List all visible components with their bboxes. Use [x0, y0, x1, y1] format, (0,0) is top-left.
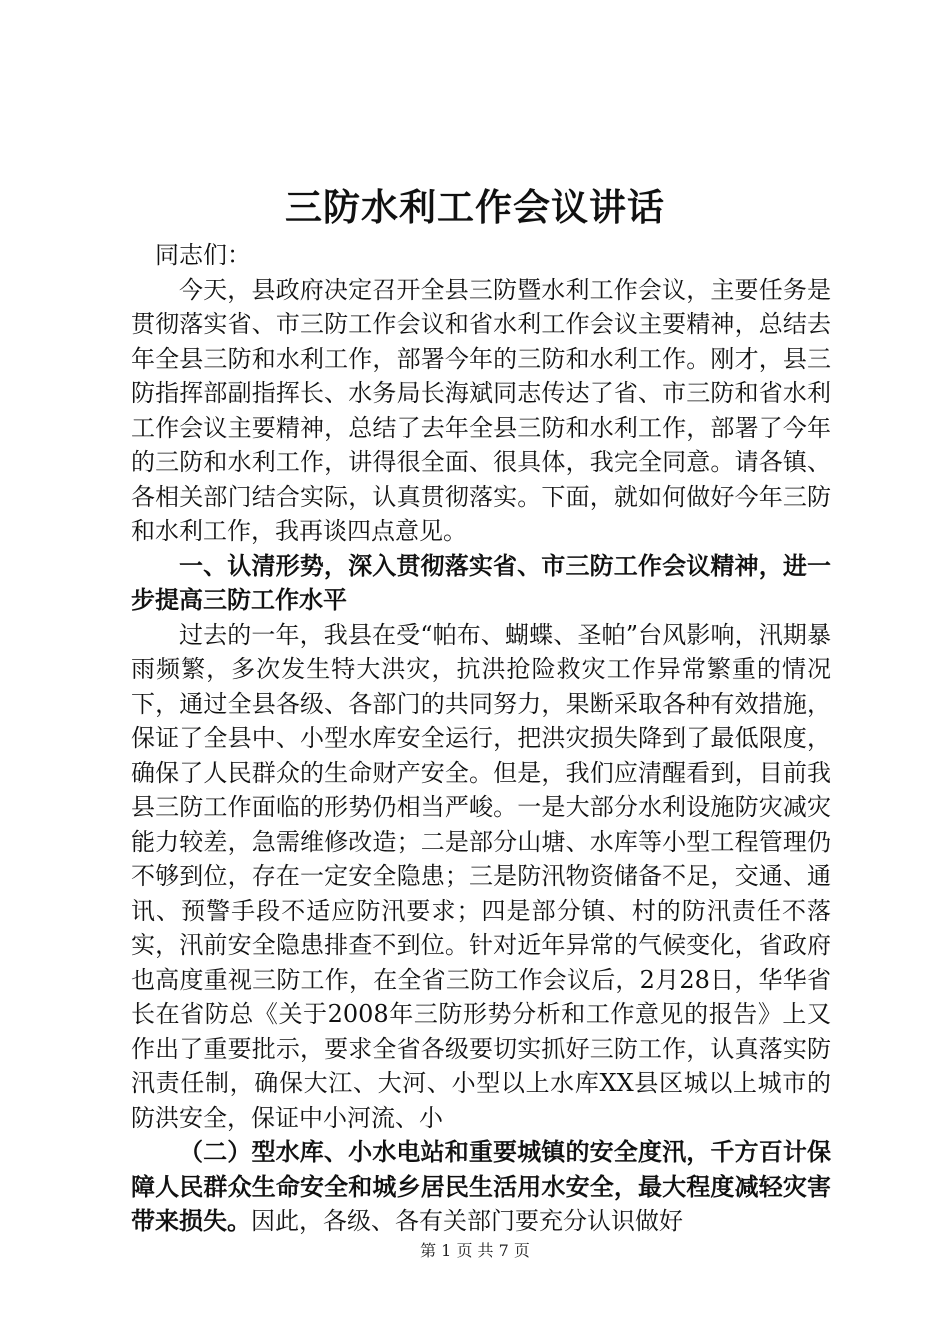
document-title: 三防水利工作会议讲话: [285, 185, 665, 229]
section-1-paragraph: 过去的一年，我县在受“帕布、蝴蝶、圣帕”台风影响，汛期暴雨频繁，多次发生特大洪灾，抗洪抢险救灾工作异常繁重的情况下，通过全县各级、各部门的共同努力，果断采取各种有效措施，保证了全县中、小型水库安全运行，把洪灾损失降到了最低限度，确保了人民群众的生命财产安全。但是，我们应清醒看到，目前我县三防工作面临的形势仍相当严峻。一是大部分水利设施防灾减灾能力较差，急需维修改造；二是部分山塘、水库等小型工程管理仍不够到位，存在一定安全隐患；三是防汛物资储备不足，交通、通讯、预警手段不适应防汛要求；四是部分镇、村的防汛责任不落实，汛前安全隐患排查不到位。针对近年异常的气候变化，省政府也高度重视三防工作，在全省三防工作会议后，2月28日，华华省长在省防总《关于2008年三防形势分析和工作意见的报告》上又作出了重要批示，要求全省各级要切实抓好三防工作，认真落实防汛责任制，确保大江、大河、小型以上水库XX县区城以上城市的防洪安全，保证中小河流、小: [131, 620, 831, 1132]
page-number-footer: 第 1 页 共 7 页: [420, 1241, 530, 1260]
section-1-heading: 一、认清形势，深入贯彻落实省、市三防工作会议精神，进一步提高三防工作水平: [131, 551, 831, 614]
document-body: [131, 238, 831, 1239]
section-2-bold-lead: （二）型水库、小水电站和重要城镇的安全度汛，千方百计保障人民群众生命安全和城乡居民生活用水安全，最大程度减轻灾害带来损失。: [131, 1138, 831, 1235]
section-2-continuation: 因此，各级、各有关部门要充分认识做好: [251, 1207, 683, 1235]
intro-paragraph: 今天，县政府决定召开全县三防暨水利工作会议，主要任务是贯彻落实省、市三防工作会议和省水利工作会议主要精神，总结去年全县三防和水利工作，部署今年的三防和水利工作。刚才，县三防指挥部副指挥长、水务局长海斌同志传达了省、市三防和省水利工作会议主要精神，总结了去年全县三防和水利工作，部署了今年的三防和水利工作，讲得很全面、很具体，我完全同意。请各镇、各相关部门结合实际，认真贯彻落实。下面，就如何做好今年三防和水利工作，我再谈四点意见。: [131, 275, 831, 545]
salutation: 同志们：: [155, 241, 251, 269]
section-2-paragraph: [131, 1135, 831, 1239]
